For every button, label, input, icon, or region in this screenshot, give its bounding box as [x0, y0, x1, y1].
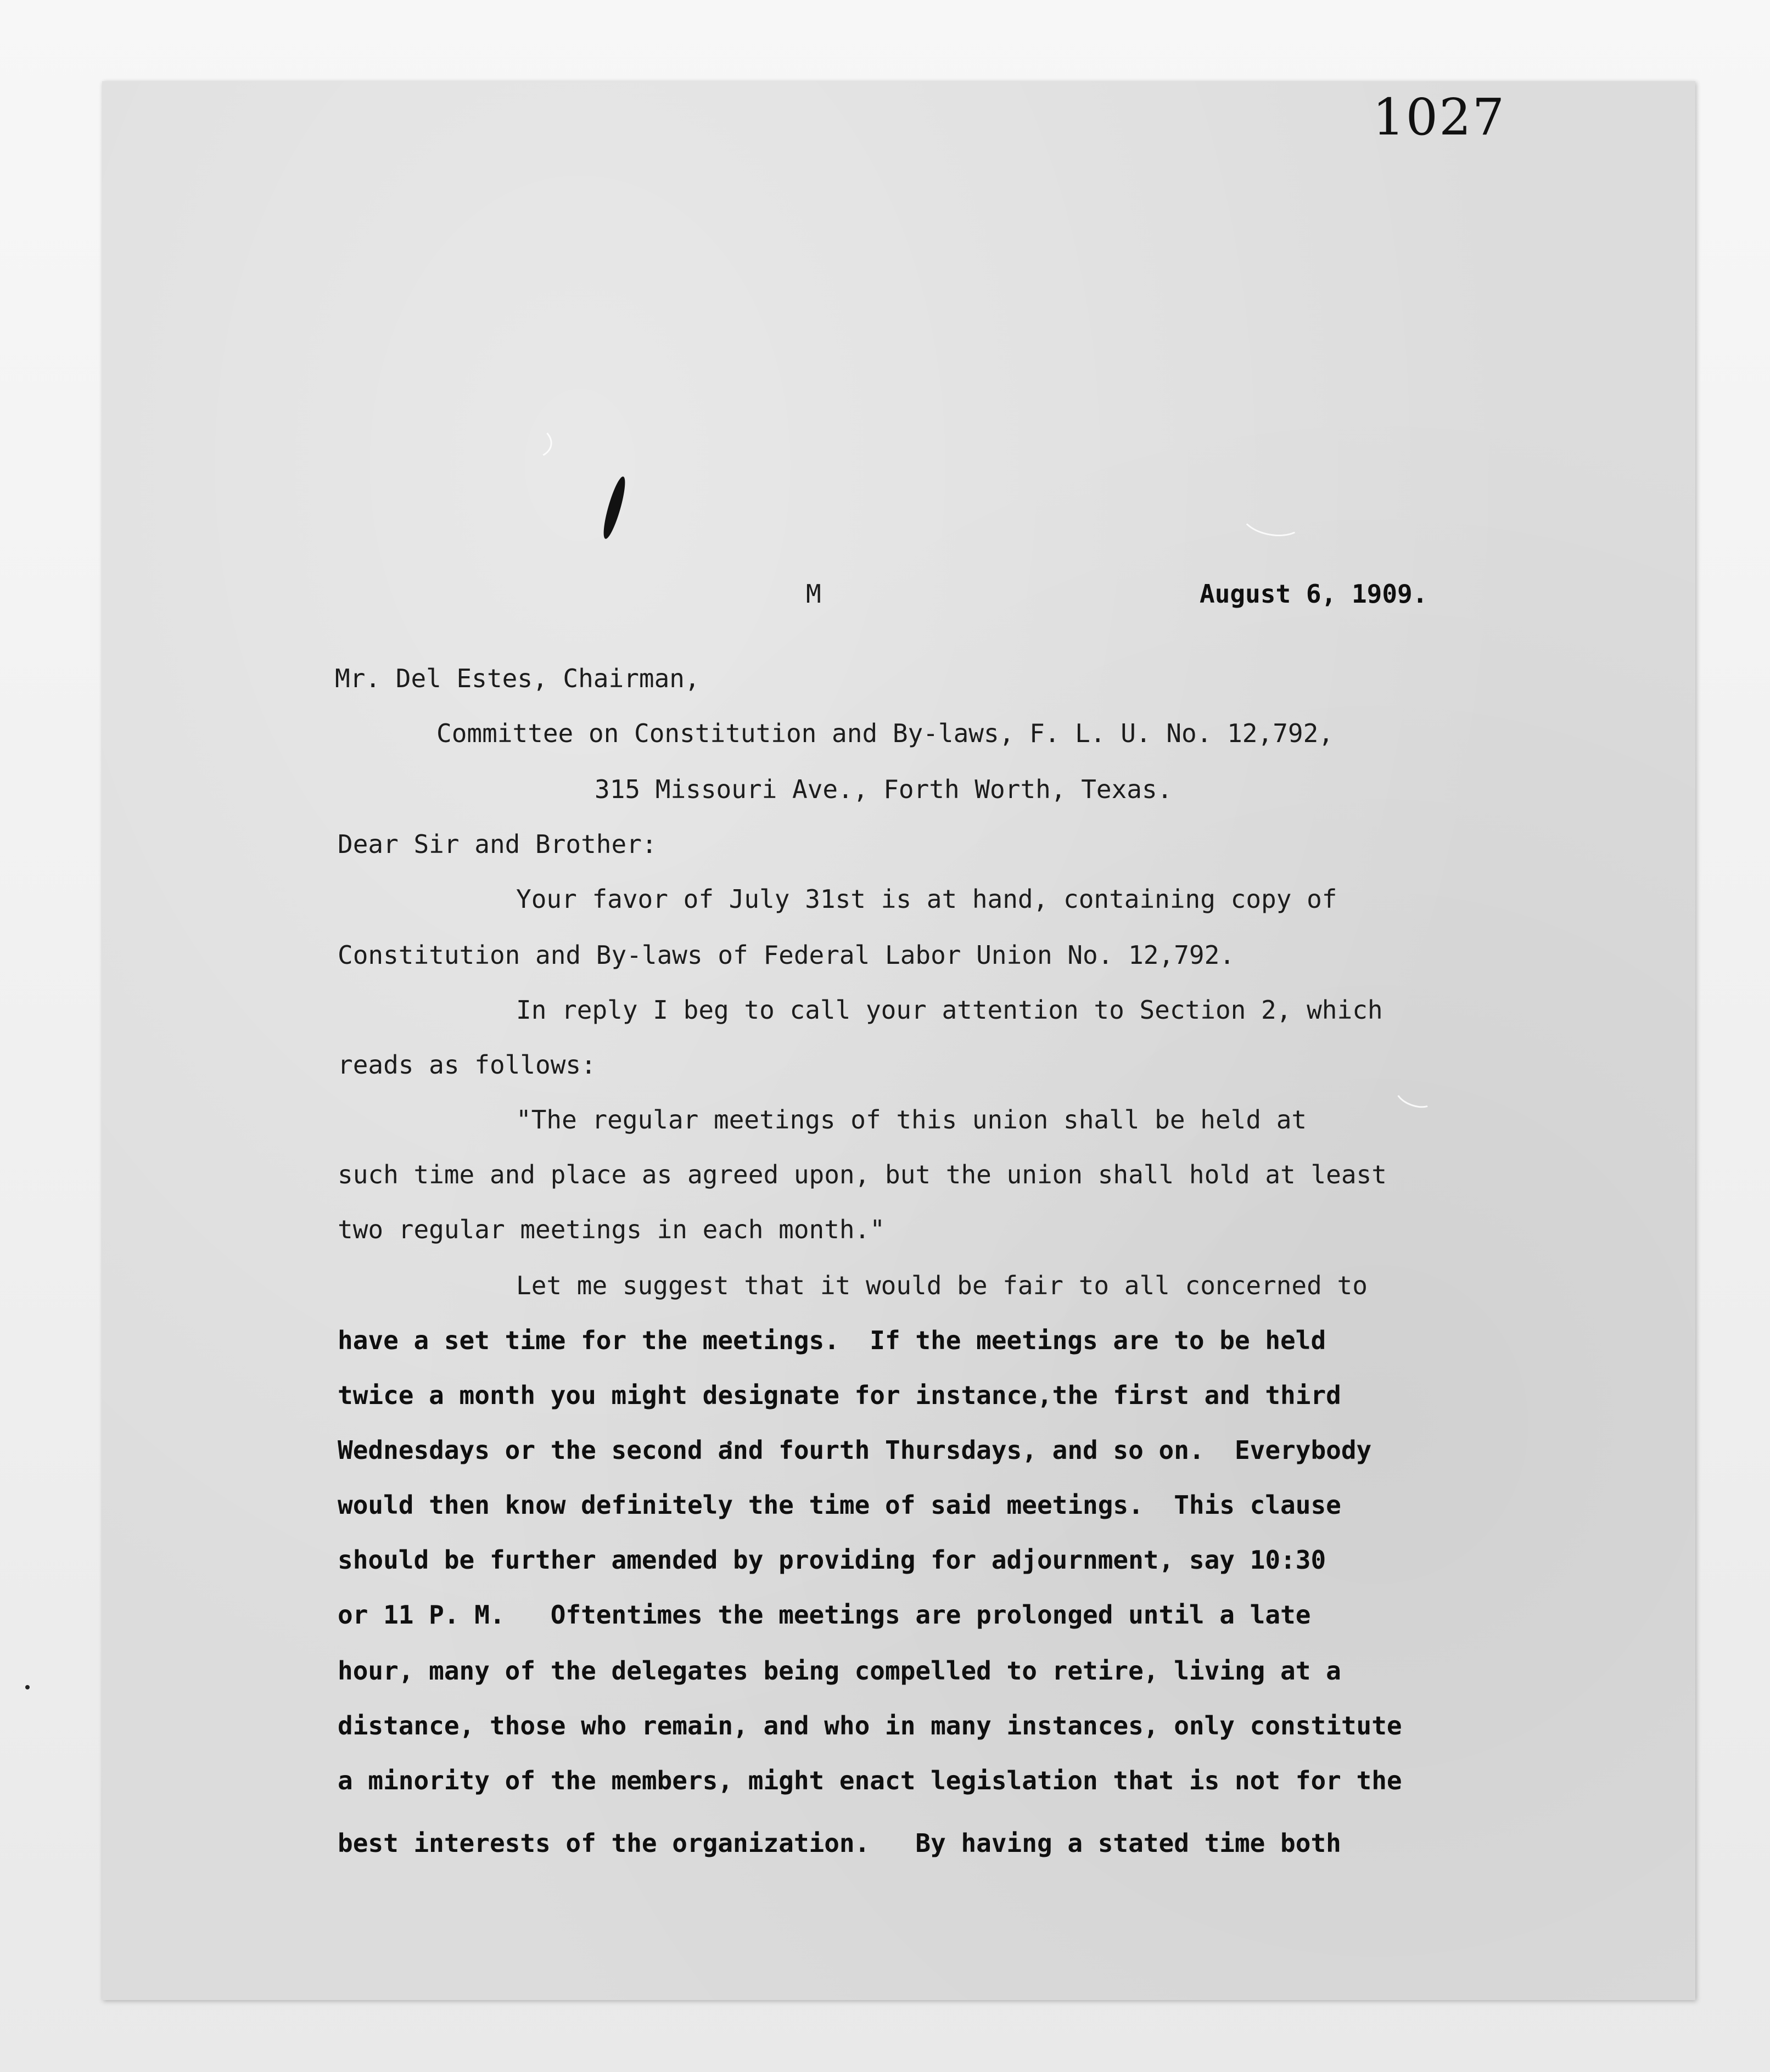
letter-date: August 6, 1909.	[1200, 579, 1428, 609]
body-line: Constitution and By-laws of Federal Labor Union No. 12,792.	[338, 940, 1235, 970]
dust-speck	[25, 1685, 30, 1689]
body-line: distance, those who remain, and who in many instances, only constitute	[338, 1711, 1402, 1740]
body-line: Your favor of July 31st is at hand, containing copy of	[516, 884, 1337, 914]
quoted-line: such time and place as agreed upon, but the union shall hold at least	[338, 1160, 1387, 1189]
page-number: 1027	[1373, 88, 1506, 147]
recipient-name: Mr. Del Estes, Chairman,	[335, 664, 700, 693]
salutation: Dear Sir and Brother:	[338, 829, 657, 859]
recipient-committee: Committee on Constitution and By-laws, F. L. U. No. 12,792,	[436, 718, 1334, 748]
body-line: Let me suggest that it would be fair to all concerned to	[516, 1271, 1368, 1300]
body-line: reads as follows:	[338, 1050, 596, 1080]
body-line: or 11 P. M. Oftentimes the meetings are prolonged until a late	[338, 1600, 1311, 1630]
body-line: twice a month you might designate for instance,the first and third	[338, 1380, 1341, 1410]
recipient-address: 315 Missouri Ave., Forth Worth, Texas.	[595, 774, 1173, 804]
body-line: In reply I beg to call your attention to Section 2, which	[516, 995, 1383, 1025]
typist-mark: M	[806, 579, 821, 609]
body-line: would then know definitely the time of said meetings. This clause	[338, 1490, 1341, 1520]
body-line: have a set time for the meetings. If the meetings are to be held	[338, 1326, 1326, 1355]
quoted-line: "The regular meetings of this union shall be held at	[516, 1105, 1307, 1135]
body-line: hour, many of the delegates being compelled to retire, living at a	[338, 1656, 1341, 1686]
quoted-line: two regular meetings in each month."	[338, 1215, 885, 1244]
body-line: a minority of the members, might enact legislation that is not for the	[338, 1766, 1402, 1795]
body-line: Wednesdays or the second and fourth Thursdays, and so on. Everybody	[338, 1435, 1372, 1465]
body-line: should be further amended by providing for adjournment, say 10:30	[338, 1545, 1326, 1575]
body-line: best interests of the organization. By having a stated time both	[338, 1828, 1341, 1858]
